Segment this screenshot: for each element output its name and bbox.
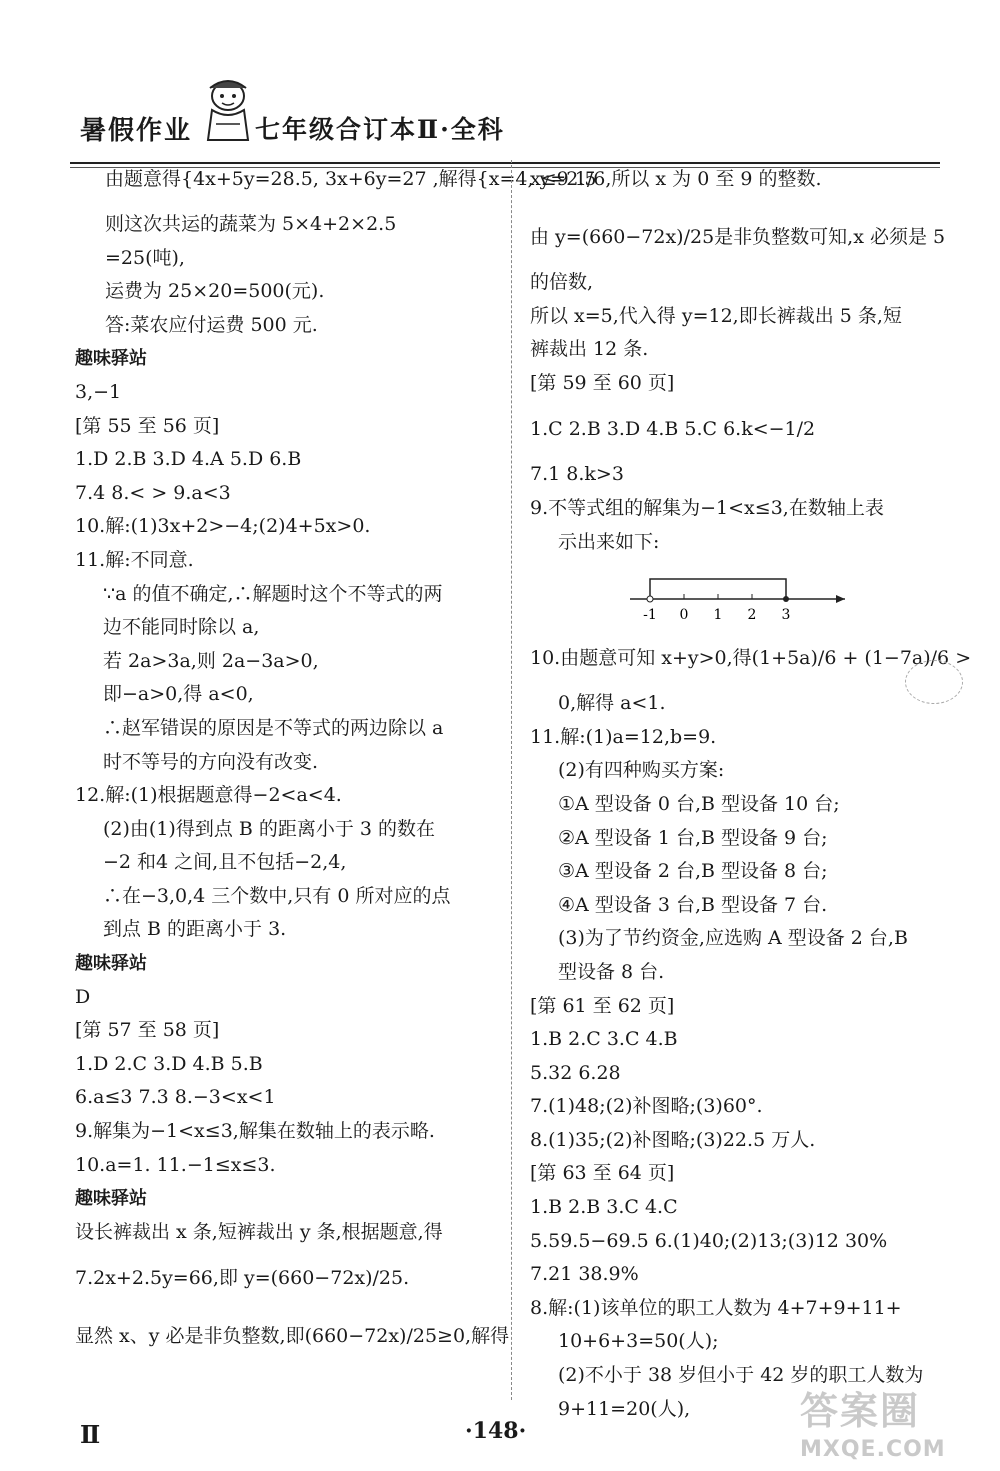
answer-line: 型设备 8 台. (558, 960, 665, 983)
answer-line: ③A 型设备 2 台,B 型设备 8 台; (558, 860, 828, 883)
answer-line: (2)不小于 38 岁但小于 42 岁的职工人数为 (558, 1364, 924, 1387)
answer-line: 0,解得 a<1. (558, 692, 666, 715)
answer-line: 7.1 8.k>3 (530, 463, 624, 486)
answer-line: 8.(1)35;(2)补图略;(3)22.5 万人. (530, 1128, 816, 1151)
answer-line: 11.解:不同意. (75, 548, 194, 571)
answer-line: 9+11=20(人), (558, 1397, 691, 1420)
right-column (530, 150, 972, 1426)
answer-line: 所以 x=5,代入得 y=12,即长裤裁出 5 条,短 (530, 304, 902, 327)
watermark-logo (800, 1380, 975, 1460)
answer-line: 的倍数, (530, 271, 594, 293)
answer-line: 5.59.5−69.5 6.(1)40;(2)13;(3)12 30% (530, 1229, 888, 1252)
answer-line: 答:菜农应付运费 500 元. (105, 313, 318, 336)
answer-line: 9.不等式组的解集为−1<x≤3,在数轴上表 (530, 496, 884, 519)
answer-line: 8.解:(1)该单位的职工人数为 4+7+9+11+ (530, 1296, 902, 1319)
column-divider (511, 160, 512, 1400)
answer-line: 1.B 2.C 3.C 4.B (530, 1028, 678, 1051)
answer-line: 1.C 2.B 3.D 4.B 5.C 6.k<−1/2 (530, 418, 816, 441)
page-number: ·148· (465, 1418, 527, 1444)
watermark-url: MXQE.COM (800, 1437, 946, 1462)
answer-line: 10.a=1. 11.−1≤x≤3. (75, 1153, 276, 1176)
answer-line: [第 55 至 56 页] (75, 414, 220, 437)
answer-line: (2)有四种购买方案: (558, 759, 725, 782)
answer-line: 11.解:(1)a=12,b=9. (530, 725, 717, 748)
tick-label: 0 (679, 607, 689, 624)
answer-line: 5.32 6.28 (530, 1061, 621, 1084)
answer-line: ①A 型设备 0 台,B 型设备 10 台; (558, 792, 840, 815)
header-title: 暑假作业 (80, 116, 193, 146)
footer-volume: Ⅱ (80, 1420, 101, 1449)
answer-line: D (75, 985, 91, 1008)
tick-label: 3 (781, 607, 791, 624)
answer-line: 6.a≤3 7.3 8.−3<x<1 (75, 1086, 276, 1109)
watermark-text: 答案圈 (800, 1389, 921, 1433)
section-heading: 趣味驿站 (75, 348, 147, 370)
answer-line: 由题意得{4x+5y=28.5, 3x+6y=27 ,解得{x=4, y=2.5 (105, 168, 597, 190)
answer-line: 12.解:(1)根据题意得−2<a<4. (75, 784, 342, 807)
answer-line: 7.2x+2.5y=66,即 y=(660−72x)/25. (75, 1267, 410, 1290)
tick-label: -1 (643, 607, 657, 624)
answer-line: 10.解:(1)3x+2>−4;(2)4+5x>0. (75, 515, 371, 538)
answer-line: 示出来如下: (558, 530, 660, 553)
header-subtitle: 七年级合订本Ⅱ·全科 (255, 115, 505, 144)
answer-line: 3,−1 (75, 380, 122, 403)
answer-line: 7.(1)48;(2)补图略;(3)60°. (530, 1095, 763, 1118)
answer-line: 设长裤裁出 x 条,短裤裁出 y 条,根据题意,得 (75, 1220, 443, 1243)
answer-line: ②A 型设备 1 台,B 型设备 9 台; (558, 826, 828, 849)
number-line-svg (620, 563, 860, 625)
answer-line: 9.解集为−1<x≤3,解集在数轴上的表示略. (75, 1120, 435, 1143)
answer-line: 裤裁出 12 条. (530, 338, 649, 361)
ink-stamp (905, 660, 963, 704)
open-endpoint (647, 596, 653, 602)
answer-line: 时不等号的方向没有改变. (103, 750, 319, 773)
closed-endpoint (783, 596, 789, 602)
mascot-icon (198, 74, 258, 146)
answer-line: 1.B 2.B 3.C 4.C (530, 1196, 678, 1219)
answer-line: 10+6+3=50(人); (558, 1330, 719, 1353)
answer-line: −2 和4 之间,且不包括−2,4, (103, 851, 347, 874)
answer-line: 显然 x、y 必是非负整数,即(660−72x)/25≥0,解得 (75, 1325, 510, 1348)
answer-line: 若 2a>3a,则 2a−3a>0, (103, 649, 319, 672)
answer-line: 边不能同时除以 a, (103, 616, 260, 639)
section-heading: 趣味驿站 (75, 1188, 147, 1210)
answer-line: 运费为 25×20=500(元). (105, 280, 325, 303)
answer-line: =25(吨), (105, 246, 185, 269)
answer-line: 7.4 8.< > 9.a<3 (75, 481, 231, 504)
answer-line: 由 y=(660−72x)/25是非负整数可知,x 必须是 5 (530, 226, 946, 248)
number-line-figure (530, 559, 960, 629)
tick-label: 2 (747, 607, 757, 624)
answer-line: 7.21 38.9% (530, 1263, 639, 1286)
answer-line: ∴赵军错误的原因是不等式的两边除以 a (103, 716, 444, 739)
answer-line: [第 63 至 64 页] (530, 1162, 675, 1185)
answer-line: ∵a 的值不确定,∴解题时这个不等式的两 (103, 582, 443, 605)
answer-line: 1.D 2.B 3.D 4.A 5.D 6.B (75, 448, 302, 471)
answer-line: 即−a>0,得 a<0, (103, 683, 254, 706)
tick-label: 1 (713, 607, 723, 624)
answer-line: (2)由(1)得到点 B 的距离小于 3 的数在 (103, 817, 436, 840)
answer-line: ∴在−3,0,4 三个数中,只有 0 所对应的点 (103, 884, 451, 907)
axis-arrow-icon (836, 595, 845, 603)
answer-line: (3)为了节约资金,应选购 A 型设备 2 台,B (558, 927, 908, 950)
answer-line: 到点 B 的距离小于 3. (103, 918, 287, 941)
answer-line: [第 59 至 60 页] (530, 371, 675, 394)
answer-line: 则这次共运的蔬菜为 5×4+2×2.5 (105, 213, 397, 235)
answer-line: ④A 型设备 3 台,B 型设备 7 台. (558, 893, 828, 916)
answer-line: [第 57 至 58 页] (75, 1019, 220, 1042)
answer-line: 1.D 2.C 3.D 4.B 5.B (75, 1052, 263, 1075)
answer-line: [第 61 至 62 页] (530, 994, 675, 1017)
section-heading: 趣味驿站 (75, 953, 147, 975)
answer-line: 10.由题意可知 x+y>0,得(1+5a)/6 + (1−7a)/6 > (530, 647, 972, 670)
answer-line: x≤9 1/6,所以 x 为 0 至 9 的整数. (530, 168, 822, 190)
